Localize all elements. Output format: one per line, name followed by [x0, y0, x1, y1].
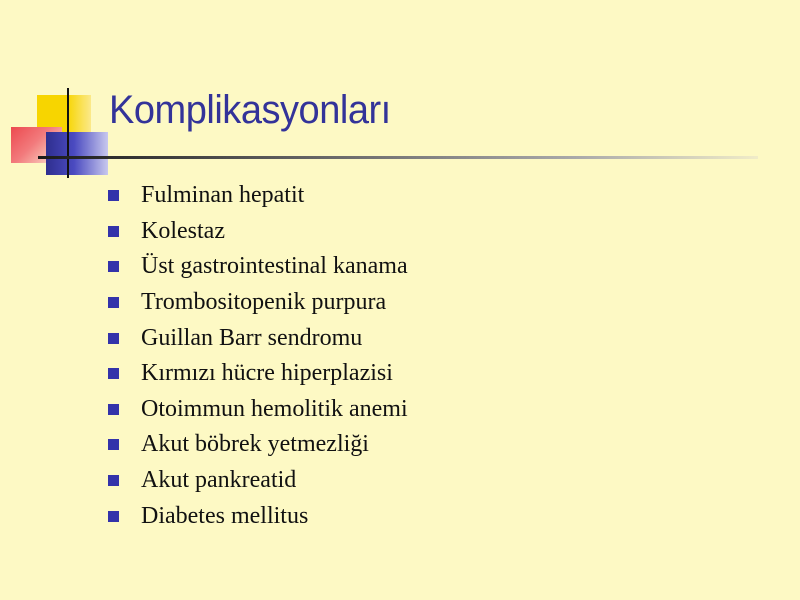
list-item-text: Diabetes mellitus [141, 502, 309, 529]
square-bullet-icon [108, 261, 119, 272]
list-item-text: Akut pankreatid [141, 467, 297, 494]
list-item [108, 214, 408, 250]
list-item-text: Kırmızı hücre hiperplazisi [141, 360, 393, 387]
list-item-text: Üst gastrointestinal kanama [141, 253, 408, 280]
square-bullet-icon [108, 190, 119, 201]
square-bullet-icon [108, 511, 119, 522]
title-underline [38, 156, 758, 159]
list-item-text: Trombositopenik purpura [141, 289, 387, 316]
bullet-list [108, 178, 408, 534]
list-item [108, 249, 408, 285]
list-item [108, 392, 408, 428]
list-item [108, 320, 408, 356]
list-item [108, 285, 408, 321]
vertical-divider-line [67, 88, 69, 178]
list-item [108, 178, 408, 214]
square-bullet-icon [108, 368, 119, 379]
list-item-text: Otoimmun hemolitik anemi [141, 395, 408, 422]
list-item-text: Akut böbrek yetmezliği [141, 431, 369, 458]
square-bullet-icon [108, 404, 119, 415]
slide-title: Komplikasyonları [109, 88, 391, 132]
decorative-squares-logo [0, 0, 120, 190]
list-item [108, 427, 408, 463]
square-bullet-icon [108, 297, 119, 308]
square-bullet-icon [108, 226, 119, 237]
list-item-text: Kolestaz [141, 217, 225, 244]
blue-square-decoration [46, 132, 108, 175]
list-item [108, 463, 408, 499]
square-bullet-icon [108, 475, 119, 486]
list-item [108, 498, 408, 534]
square-bullet-icon [108, 439, 119, 450]
square-bullet-icon [108, 333, 119, 344]
list-item [108, 356, 408, 392]
list-item-text: Fulminan hepatit [141, 182, 305, 209]
list-item-text: Guillan Barr sendromu [141, 324, 363, 351]
